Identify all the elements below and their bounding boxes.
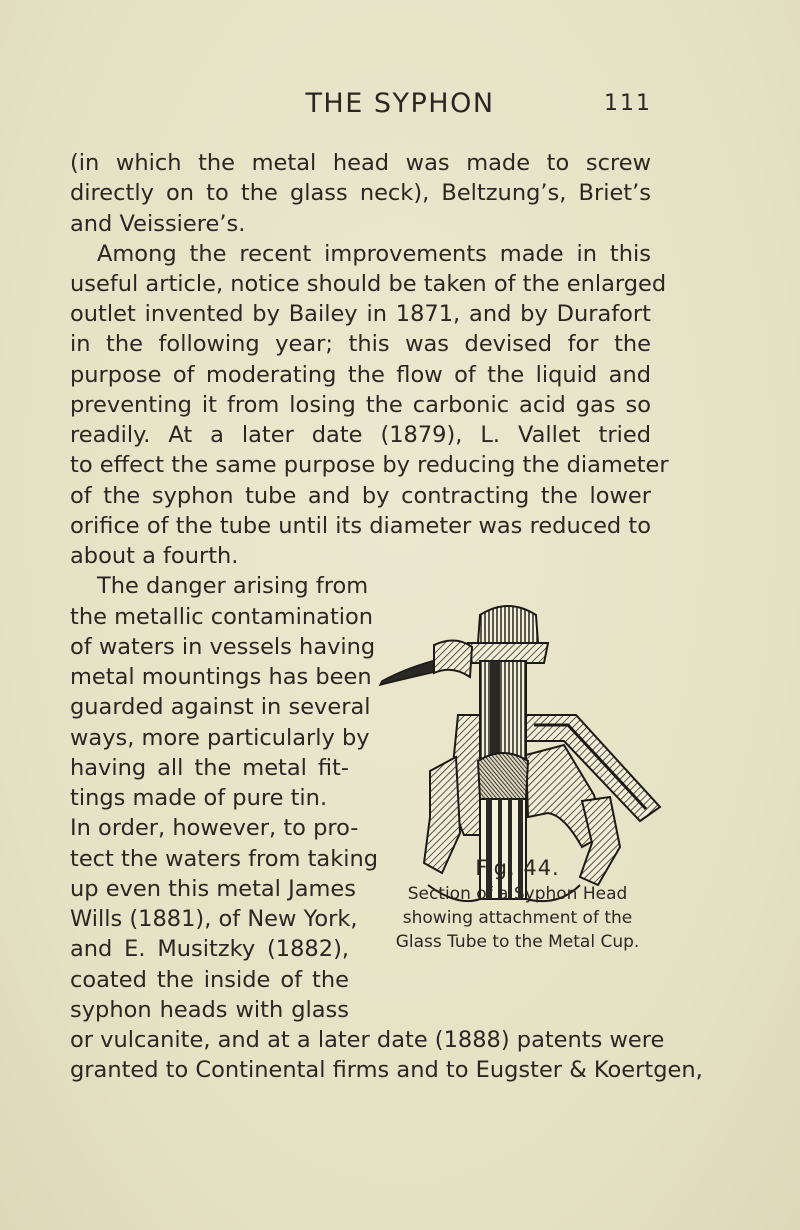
text-line: orifice of the tube until its diameter was reduced to xyxy=(70,513,651,539)
text-line: up even this metal James xyxy=(70,876,356,902)
text-line: having all the metal fit- xyxy=(70,755,349,781)
text-line: to effect the same purpose by reducing the diameter xyxy=(70,452,669,478)
text-line: guarded against in several xyxy=(70,694,371,720)
text-line: In order, however, to pro- xyxy=(70,815,359,841)
text-line: ways, more particularly by xyxy=(70,725,370,751)
text-line: tings made of pure tin. xyxy=(70,785,328,811)
text-line: the metallic contamination xyxy=(70,604,374,630)
text-line: of the syphon tube and by contracting the lower xyxy=(70,483,651,509)
text-line: of waters in vessels having xyxy=(70,634,376,660)
text-line: (in which the metal head was made to screw xyxy=(70,150,651,176)
text-line: Wills (1881), of New York, xyxy=(70,906,358,932)
text-line: about a fourth. xyxy=(70,543,239,569)
text-line: useful article, notice should be taken of the enlarged xyxy=(70,271,667,297)
figure-caption-line: Section of a Syphon Head xyxy=(407,884,628,904)
text-line: preventing it from losing the carbonic acid gas so xyxy=(70,392,651,418)
figure-caption-line: Glass Tube to the Metal Cup. xyxy=(395,932,640,952)
text-line: Among the recent improvements made in this xyxy=(97,241,651,267)
text-line: in the following year; this was devised for the xyxy=(70,331,651,357)
text-line: outlet invented by Bailey in 1871, and by Durafort xyxy=(70,301,651,327)
text-line: and Veissiere’s. xyxy=(70,211,246,237)
text-line: directly on to the glass neck), Beltzung’s, Briet’s xyxy=(70,180,651,206)
figure-number: Fig. 44. xyxy=(475,856,560,880)
text-line: or vulcanite, and at a later date (1888) patents were xyxy=(70,1027,665,1053)
text-line: and E. Musitzky (1882), xyxy=(70,936,349,962)
text-line: metal mountings has been xyxy=(70,664,372,690)
figure-caption-line: showing attachment of the xyxy=(402,908,633,928)
page-number: 111 xyxy=(604,91,652,116)
text-line: purpose of moderating the flow of the liquid and xyxy=(70,362,651,388)
text-line: syphon heads with glass xyxy=(70,997,349,1023)
page-header xyxy=(0,88,800,128)
text-line: The danger arising from xyxy=(97,573,369,599)
text-line: granted to Continental firms and to Eugster & Koertgen, xyxy=(70,1057,703,1083)
text-line: coated the inside of the xyxy=(70,967,349,993)
running-head: THE SYPHON xyxy=(305,88,495,119)
text-line: readily. At a later date (1879), L. Vallet tried xyxy=(70,422,651,448)
text-line: tect the waters from taking xyxy=(70,846,379,872)
